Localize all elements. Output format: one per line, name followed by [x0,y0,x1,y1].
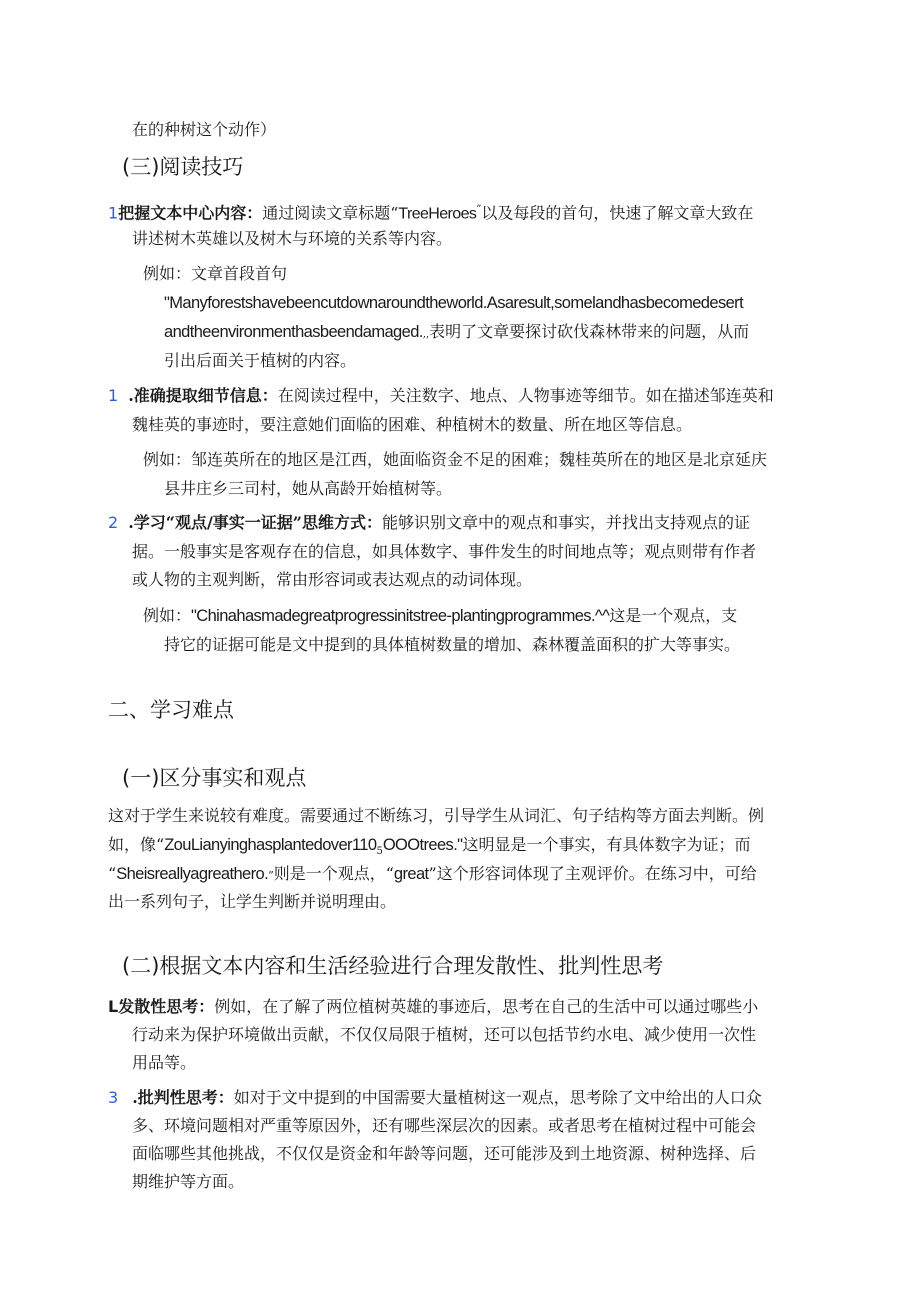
english-quote: Sheisreallyagreathero. [116,865,269,883]
paragraph-line-3 [108,864,757,886]
list-item-1-line-2: 讲述树木英雄以及树木与环境的关系等内容。 [132,229,453,248]
english-quote: ZouLianyinghasplantedover110 [164,836,377,854]
list-number: 2 [108,513,119,532]
english-word: great [393,865,429,883]
list-item-2-line-1 [108,386,774,406]
list-number: 3 [108,1088,119,1107]
subsection-heading-critical-thinking: (二)根据文本内容和生活经验进行合理发散性、批判性思考 [122,954,664,978]
list-item-b-line-2: 多、环境问题相对严重等原因外，还有哪些深层次的因素。或者思考在植树过程中可能会 [132,1116,757,1135]
list-item-b-line-4: 期维护等方面。 [132,1172,245,1191]
subscript-mark: 5 [376,846,383,858]
subsection-heading-fact-opinion: (一)区分事实和观点 [122,766,307,790]
list-item-b-line-1 [108,1088,762,1108]
example-line-1: 例如：邹连英所在的地区是江西，她面临资金不足的困难；魏桂英所在的地区是北京延庆 [143,450,768,469]
paragraph-line-4: 出一系列句子，让学生判断并说明理由。 [108,892,397,911]
paragraph-text: ”这个形容词体现了主观评价。在练习中，可给 [428,864,757,883]
list-item-title: .学习“观点/事实一证据”思维方式： [128,513,383,532]
paragraph-line-1: 这对于学生来说较有难度。需要通过不断练习，引导学生从词汇、句子结构等方面去判断。例 [108,806,765,825]
paragraph-line-2 [108,835,750,862]
list-item-3-line-2: 据。一般事实是客观存在的信息，如具体数字、事件发生的时间地点等；观点则带有作者 [132,542,757,561]
example-text: 表明了文章要探讨砍伐森林带来的问题，从而 [429,322,750,341]
example-line-1 [143,606,737,626]
list-item-text: 在阅读过程中，关注数字、地点、人物事迹等细节。如在描述邹连英和 [277,386,774,405]
example-line-2: 县井庄乡三司村，她从高龄开始植树等。 [164,479,453,498]
paragraph-text: 这明显是一个事实，有具体数字为证；而 [462,835,751,854]
example-english: andtheenvironmenthasbeendamaged. [164,323,423,341]
example-line-2 [164,322,749,345]
paragraph-text: 则是一个观点，“ [273,864,394,883]
example-label: 例如： [143,606,192,625]
list-item-3-line-1 [108,513,750,533]
list-item-a-line-1 [108,997,758,1017]
list-item-b-line-3: 面临哪些其他挑战，不仅仅是资金和年龄等问题，还可能涉及到土地资源、树种选择、后 [132,1144,757,1163]
english-title: TreeHeroes [398,205,477,223]
list-item-text: 如对于文中提到的中国需要大量植树这一观点，思考除了文中给出的人口众 [233,1088,762,1107]
example-english: "Chinahasmadegreatprogressinitstree-plantingprogrammes.^^ [191,607,610,625]
list-item-2-line-2: 魏桂英的事迹时，要注意她们面临的困难、种植树木的数量、所在地区等信息。 [132,415,693,434]
section-heading-reading-skills: (三)阅读技巧 [122,155,244,179]
quote-mark: ” [268,869,274,882]
list-item-3-line-3: 或人物的主观判断，常由形容词或表达观点的动词体现。 [132,570,533,589]
list-item-title: .批判性思考： [132,1088,234,1107]
example-text: 这是一个观点，支 [609,606,738,625]
list-item-text: 通过阅读文章标题“ [262,203,399,223]
list-item-title: .准确提取细节信息： [128,386,278,405]
superscript-mark: ” [476,204,482,215]
list-item-text: 能够识别文章中的观点和事实，并找出支持观点的证 [382,513,751,532]
intro-tail-text: 在的种树这个动作） [132,120,277,139]
list-item-title: L发散性思考： [108,997,215,1016]
list-item-text: 以及每段的首句，快速了解文章大致在 [481,203,754,223]
paragraph-text: 如，像“ [108,835,165,854]
example-line-3: 引出后面关于植树的内容。 [164,351,357,370]
list-item-title: 把握文本中心内容： [118,203,263,223]
list-number: 1 [108,386,119,405]
list-number: 1 [108,203,119,223]
quote-mark: ,, [422,329,430,340]
list-item-text: 例如，在了解了两位植树英雄的事迹后，思考在自己的生活中可以通过哪些小 [214,997,759,1016]
example-english-line-1: "Manyforestshavebeencutdownaroundtheworld.Asaresult,somelandhasbecomedesert [164,294,744,312]
list-item-a-line-3: 用品等。 [132,1053,197,1072]
section-heading-learning-difficulties: 二、学习难点 [108,698,234,722]
example-line-2: 持它的证据可能是文中提到的具体植树数量的增加、森林覆盖面积的扩大等事实。 [164,635,741,654]
example-label: 例如：文章首段首句 [143,264,288,283]
paragraph-text: “ [108,864,117,883]
english-quote: OOOtrees." [382,836,463,854]
list-item-a-line-2: 行动来为保护环境做出贡献，不仅仅局限于植树，还可以包括节约水电、减少使用一次性 [132,1025,757,1044]
list-item-1-line-1 [108,200,753,224]
